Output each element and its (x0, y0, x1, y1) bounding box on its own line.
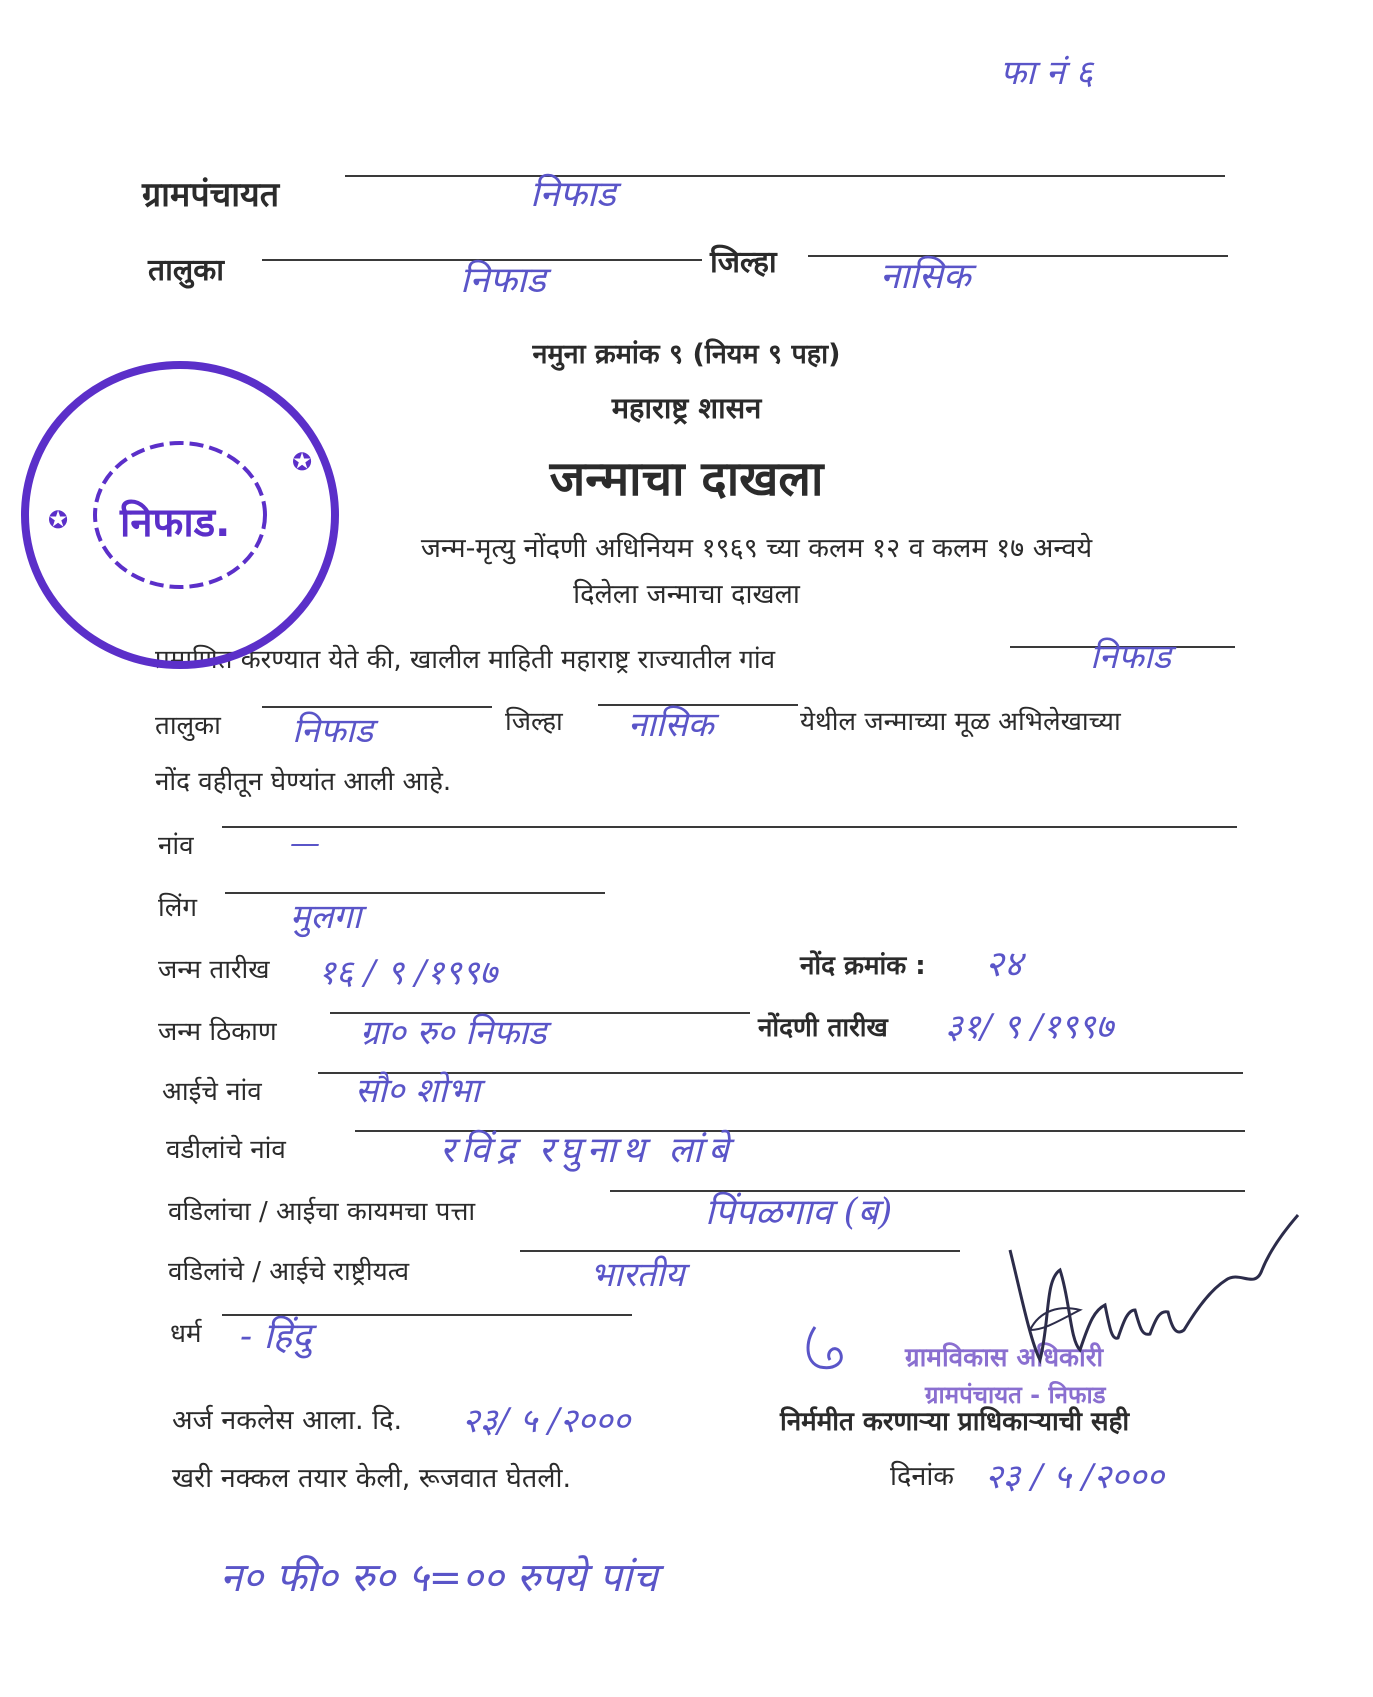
reg-date-value: ३१/ ९ /१९९७ (945, 1007, 1114, 1047)
reg-no-label: नोंद क्रमांक : (800, 951, 926, 981)
issued-subtitle: दिलेला जन्माचा दाखला (573, 579, 800, 610)
religion-value: - हिंदु (240, 1316, 312, 1357)
form-number: नमुना क्रमांक ९ (नियम ९ पहा) (532, 339, 841, 370)
stamp-star-left: ✪ (48, 506, 69, 534)
govt-name: महाराष्ट्र शासन (611, 391, 762, 425)
nationality-value: भारतीय (590, 1255, 685, 1295)
religion-label: धर्म (170, 1319, 202, 1349)
reg-no-value: २४ (985, 944, 1023, 985)
certify-jilha-value: नासिक (628, 705, 714, 745)
mother-value: सौ० शोभा (355, 1071, 480, 1111)
header-jilha-value: नासिक (880, 256, 971, 297)
stamp-center-text: निफाड. (120, 500, 231, 546)
copy-label: खरी नक्कल तयार केली, रूजवात घेतली. (172, 1463, 572, 1494)
applied-label: अर्ज नकलेस आला. दि. (172, 1405, 403, 1436)
mother-label: आईचे नांव (162, 1077, 262, 1107)
grampanchayat-line (345, 175, 1225, 177)
certify-jilha-label: जिल्हा (505, 707, 563, 737)
address-label: वडिलांचा / आईचा कायमचा पत्ता (168, 1197, 476, 1227)
file-number-note: फा नं ६ (1000, 53, 1094, 93)
date-label: दिनांक (890, 1461, 955, 1492)
gender-line (225, 892, 605, 894)
certify-taluka-label: तालुका (155, 711, 221, 741)
nationality-line (520, 1250, 960, 1252)
address-value: पिंपळगाव (ब) (705, 1192, 893, 1233)
father-value: रविंद्र रघुनाथ लांबे (440, 1130, 735, 1171)
birthplace-label: जन्म ठिकाण (158, 1017, 277, 1047)
dob-value: १६ / ९ /१९९७ (318, 953, 498, 993)
father-label: वडीलांचे नांव (166, 1135, 286, 1165)
grampanchayat-label: ग्रामपंचायत (142, 175, 280, 215)
nationality-label: वडिलांचे / आईचे राष्ट्रीयत्व (168, 1257, 410, 1287)
stamp-star-right: ✪ (292, 448, 313, 476)
officer-signature (1000, 1210, 1300, 1380)
name-value: — (290, 826, 320, 861)
header-taluka-value: निफाड (460, 260, 546, 301)
village-value: निफाड (1090, 637, 1171, 677)
date-value: २३ / ५ /२००० (985, 1457, 1165, 1497)
officer-office: ग्रामपंचायत - निफाड (925, 1381, 1106, 1409)
officer-title: ग्रामविकास अधिकारी (905, 1343, 1104, 1373)
name-line (222, 826, 1237, 828)
certify-line3: नोंद वहीतून घेण्यांत आली आहे. (155, 767, 452, 797)
header-jilha-line (808, 255, 1228, 257)
page-title: जन्माचा दाखला (549, 451, 824, 507)
act-reference: जन्म-मृत्यु नोंदणी अधिनियम १९६९ च्या कलम १२ व कलम १७ अन्वये (420, 533, 1093, 564)
dob-label: जन्म तारीख (158, 955, 270, 985)
gender-value: मुलगा (290, 897, 362, 937)
grampanchayat-value: निफाड (530, 174, 616, 215)
header-jilha-label: जिल्हा (710, 245, 777, 280)
birthplace-value: ग्रा० रु० निफाड (360, 1013, 547, 1053)
reg-date-label: नोंदणी तारीख (758, 1013, 888, 1043)
gender-label: लिंग (158, 893, 198, 923)
signature-label: निर्ममीत करणाऱ्या प्राधिकाऱ्याची सही (780, 1407, 1130, 1437)
certify-line1: प्रमाणित करण्यात येते की, खालील माहिती महाराष्ट्र राज्यातील गांव (155, 645, 776, 675)
name-label: नांव (158, 831, 194, 861)
office-stamp (10, 350, 350, 680)
header-taluka-label: तालुका (148, 253, 225, 288)
certify-taluka-value: निफाड (292, 711, 373, 751)
applied-value: २३/ ५ /२००० (462, 1401, 631, 1441)
fee-note: न० फी० रु० ५=०० रुपये पांच (220, 1555, 658, 1601)
certify-line2-tail: येथील जन्माच्या मूळ अभिलेखाच्या (800, 707, 1121, 737)
initials-mark (795, 1322, 855, 1382)
